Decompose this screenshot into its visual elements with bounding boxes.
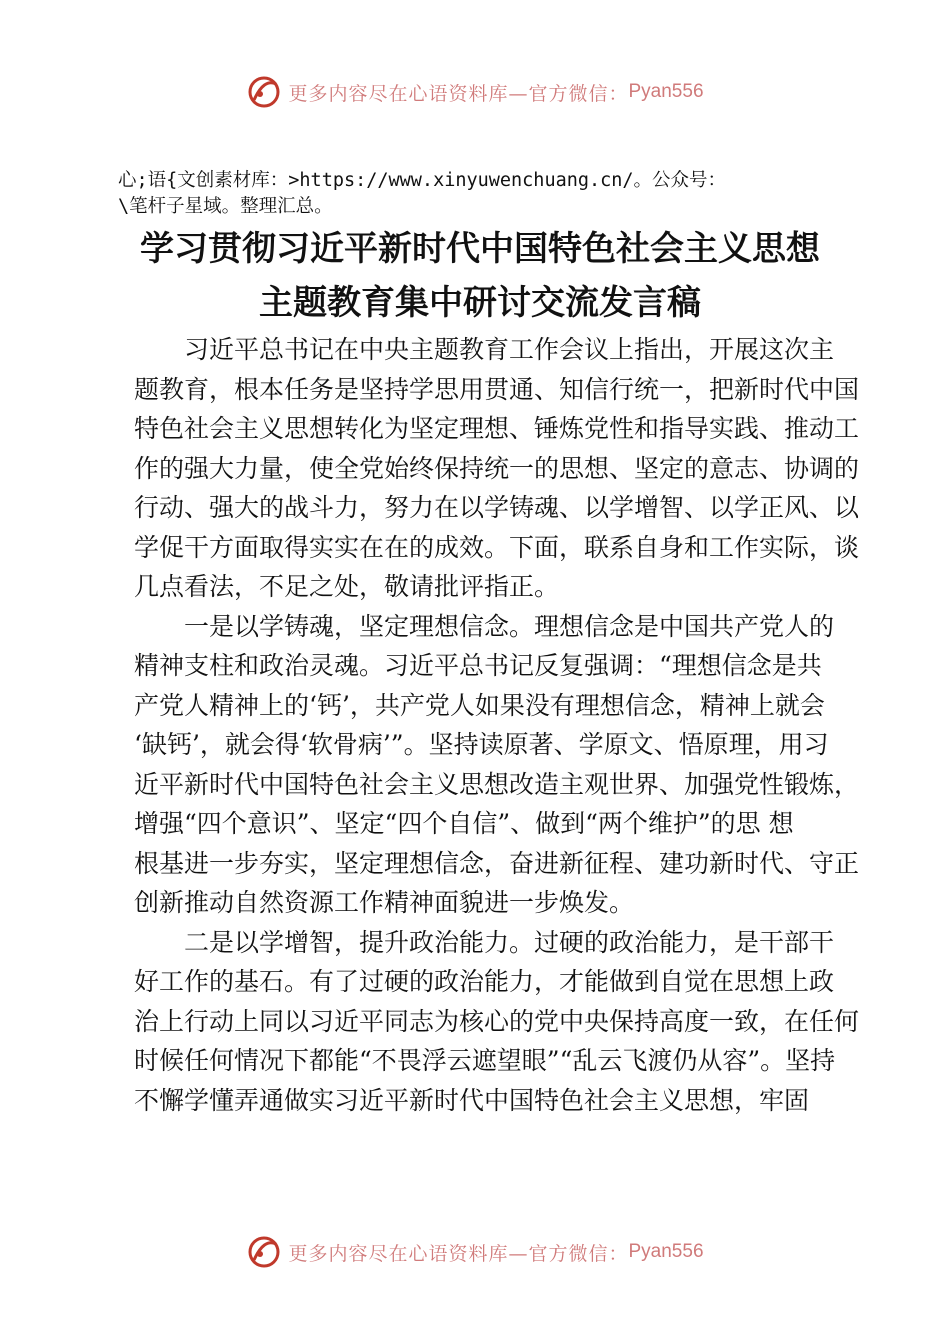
document-title <box>100 222 860 330</box>
banner-wechat-id: Pyan556 <box>628 81 704 102</box>
banner-text: 更多内容尽在心语资料库—官方微信： <box>288 82 629 105</box>
paragraph-line: ‘缺钙’，就会得‘软骨病’”。坚持读原著、学原文、悟原理，用习 <box>134 730 829 759</box>
paragraph-line: 习近平总书记在中央主题教育工作会议上指出，开展这次主 <box>184 335 835 364</box>
banner-wechat-id: Pyan556 <box>628 1241 704 1262</box>
paragraph-line: 行动、强大的战斗力，努力在以学铸魂、以学增智、以学正风、以 <box>134 493 860 522</box>
paragraph-line: 作的强大力量，使全党始终保持统一的思想、坚定的意志、协调的 <box>134 453 860 483</box>
paragraph-line: 好工作的基石。有了过硬的政治能力，才能做到自觉在思想上政 <box>134 967 835 996</box>
paragraph-line: 题教育，根本任务是坚持学思用贯通、知信行统一，把新时代中国 <box>134 374 860 404</box>
paragraph-line: 治上行动上同以习近平同志为核心的党中央保持高度一致，在任何 <box>134 1006 860 1036</box>
title-line-1: 学习贯彻习近平新时代中国特色社会主义思想 <box>140 229 820 269</box>
source-note <box>118 168 898 220</box>
paragraph <box>134 330 860 607</box>
document-body <box>134 330 860 1120</box>
paragraph-line: 产党人精神上的‘钙’，共产党人如果没有理想信念，精神上就会 <box>134 690 825 720</box>
source-line-1: 心;语{文创素材库：>https://www.xinyuwenchuang.cn/。公众号： <box>118 170 727 191</box>
paragraph-line: 创新推动自然资源工作精神面貌进一步焕发。 <box>134 888 635 917</box>
header-banner <box>0 72 950 112</box>
source-line-2: \笔杆子星域。整理汇总。 <box>118 196 333 217</box>
paragraph-line: 时候任何情况下都能“不畏浮云遮望眼”“乱云飞渡仍从容”。坚持 <box>134 1046 836 1075</box>
title-line-2: 主题教育集中研讨交流发言稿 <box>259 283 701 323</box>
paragraph <box>134 923 860 1121</box>
paragraph <box>134 607 860 923</box>
paragraph-line: 几点看法，不足之处，敬请批评指正。 <box>134 572 560 601</box>
paragraph-line: 精神支柱和政治灵魂。习近平总书记反复强调：“理想信念是共 <box>134 651 822 680</box>
banner-text: 更多内容尽在心语资料库—官方微信： <box>288 1242 629 1265</box>
brand-logo-icon <box>246 74 282 110</box>
paragraph-line: 二是以学增智，提升政治能力。过硬的政治能力，是干部干 <box>184 927 835 957</box>
paragraph-line: 特色社会主义思想转化为坚定理想、锤炼党性和指导实践、推动工 <box>134 414 860 443</box>
paragraph-line: 近平新时代中国特色社会主义思想改造主观世界、加强党性锻炼， <box>134 769 860 799</box>
brand-logo-icon <box>246 1234 282 1270</box>
paragraph-line: 增强“四个意识”、坚定“四个自信”、做到“两个维护”的思 想 <box>134 809 794 838</box>
footer-banner <box>0 1232 950 1272</box>
paragraph-line: 学促干方面取得实实在在的成效。下面，联系自身和工作实际，谈 <box>134 532 860 562</box>
paragraph-line: 一是以学铸魂，坚定理想信念。理想信念是中国共产党人的 <box>184 611 835 641</box>
paragraph-line: 不懈学懂弄通做实习近平新时代中国特色社会主义思想，牢固 <box>134 1085 810 1115</box>
paragraph-line: 根基进一步夯实，坚定理想信念，奋进新征程、建功新时代、守正 <box>134 848 860 878</box>
